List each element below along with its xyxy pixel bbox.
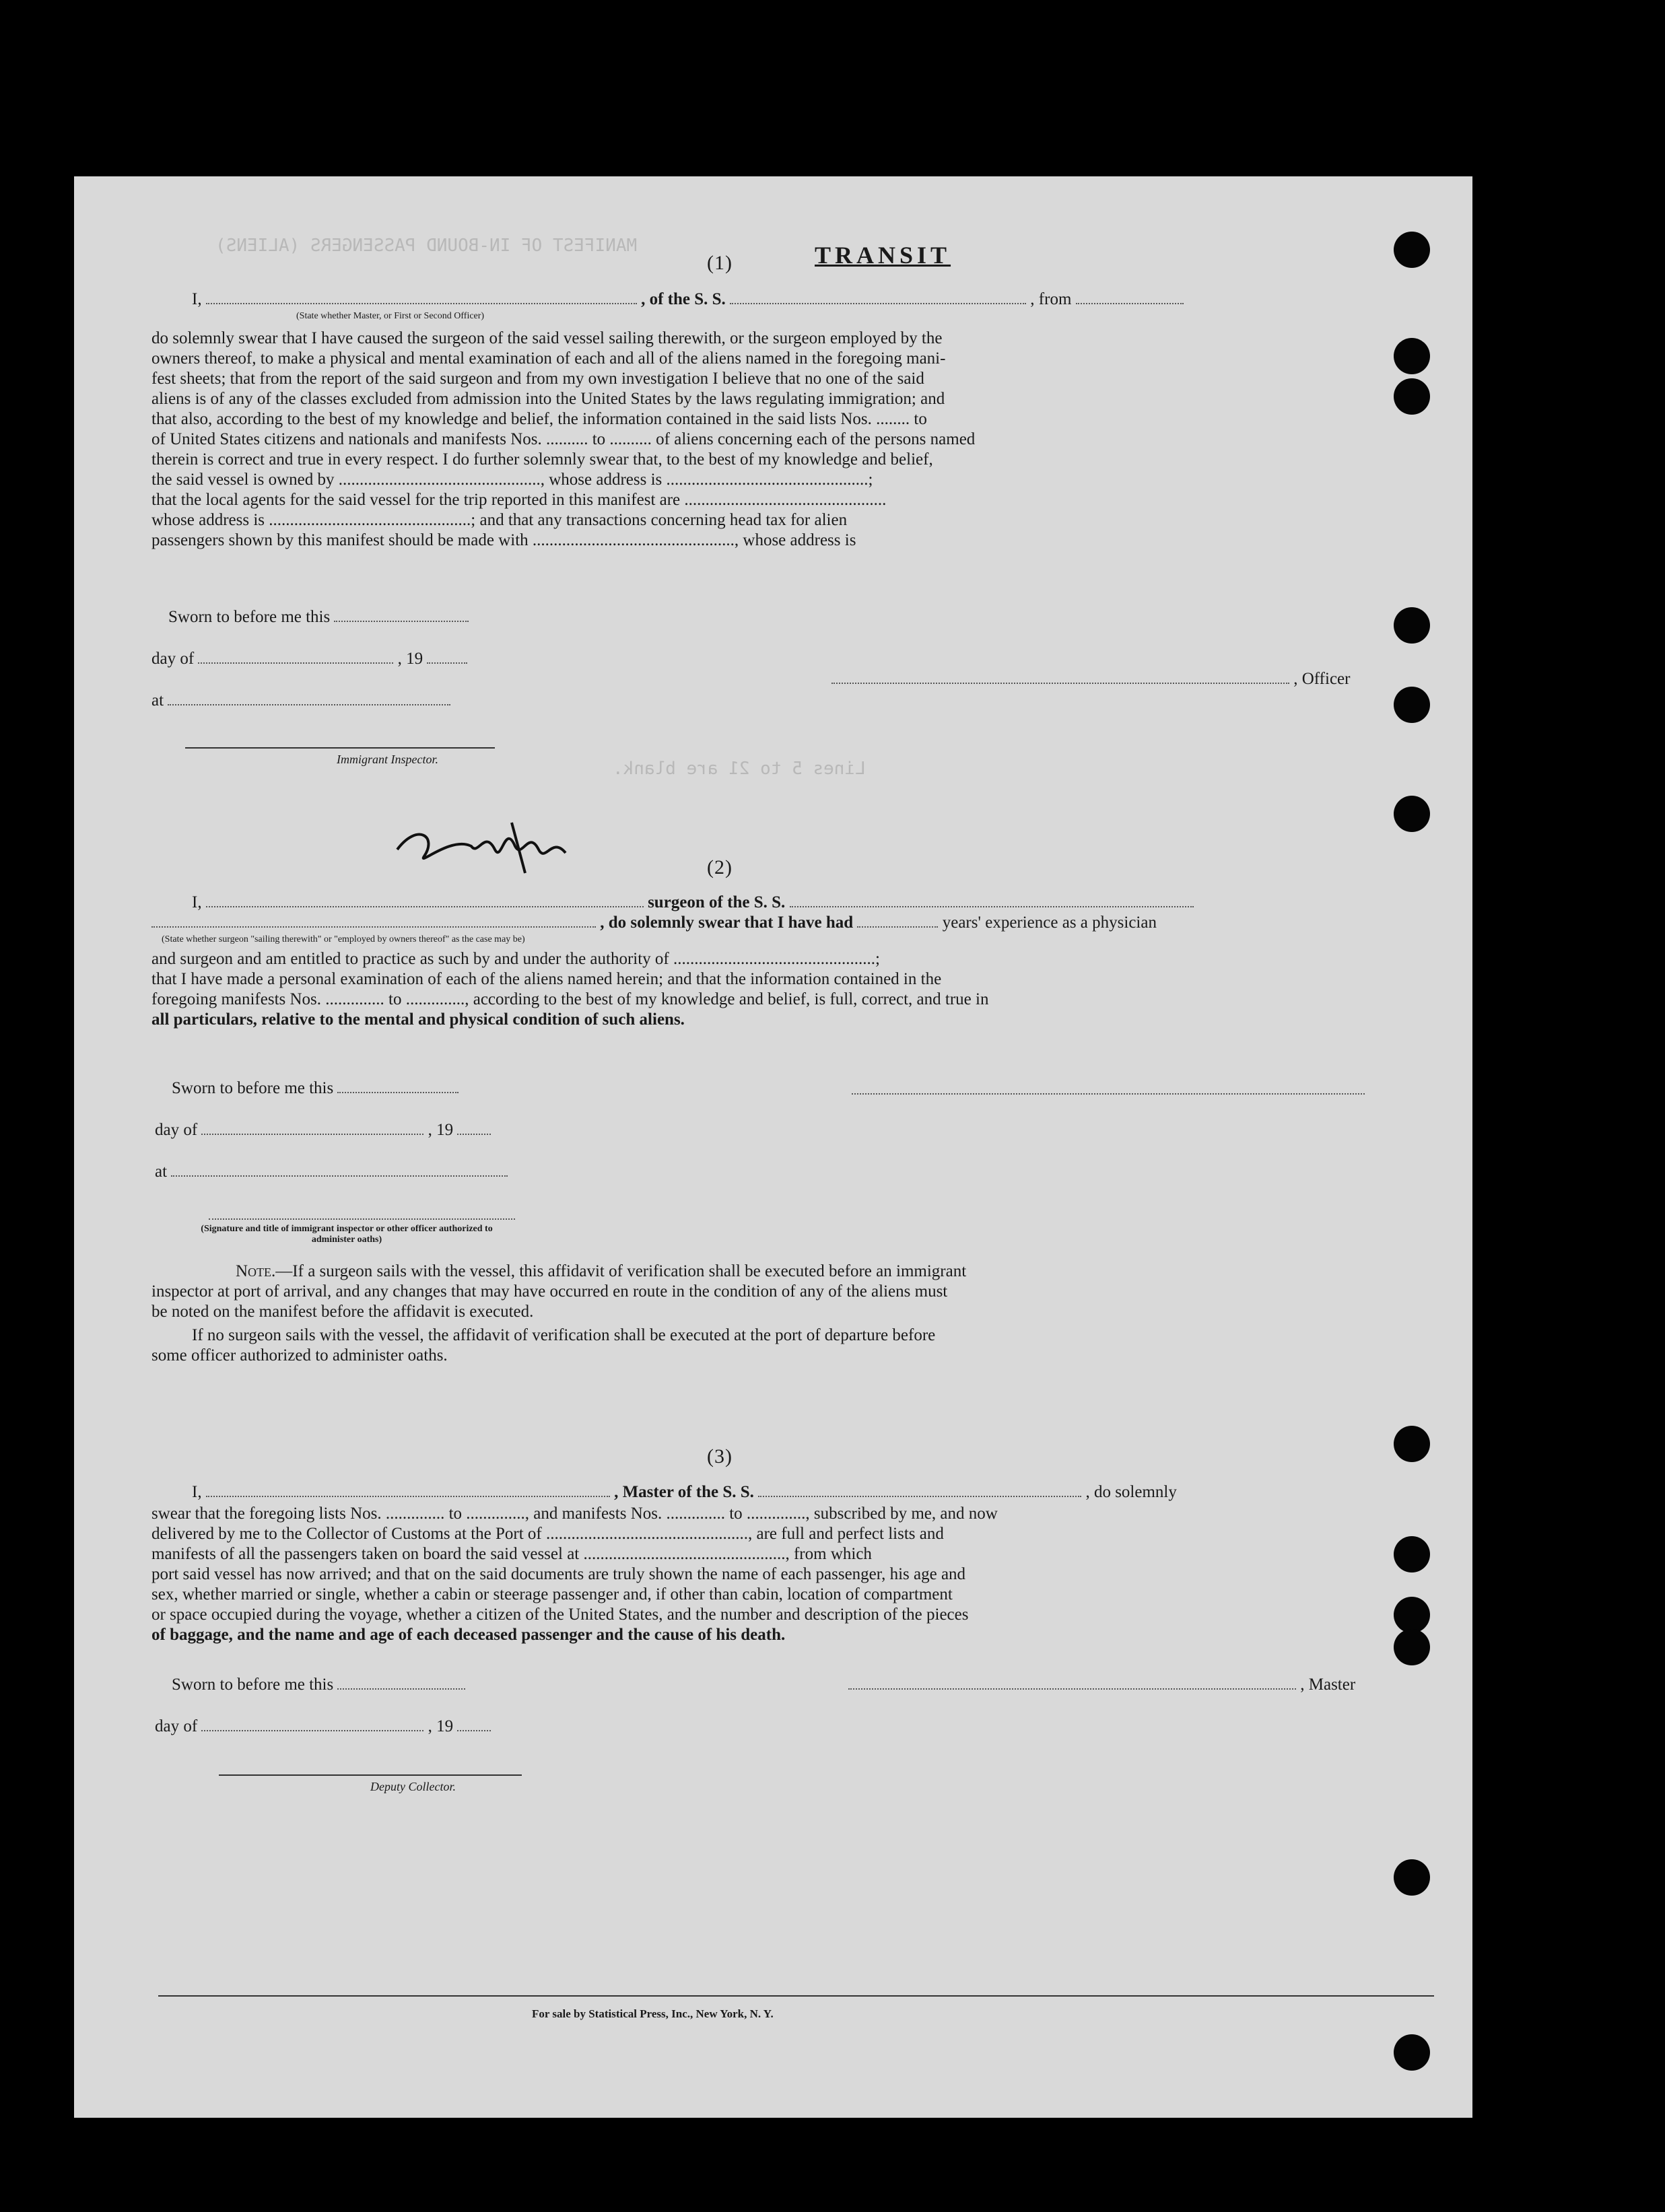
- section-1-oath-line: [192, 289, 1184, 309]
- surgeon-name-field: [206, 893, 644, 907]
- officer-caption: (State whether Master, or First or Second Officer): [296, 311, 485, 321]
- sworn-line: [168, 607, 469, 627]
- master-name-field: [206, 1482, 610, 1497]
- punch-hole-icon: [1394, 607, 1430, 644]
- year-field: [457, 1717, 491, 1731]
- from-label: , from: [1030, 290, 1072, 308]
- day-field: [201, 1717, 423, 1731]
- sworn-label: Sworn to before me this: [172, 1079, 334, 1097]
- sworn-line: [172, 1675, 465, 1694]
- body-line: of United States citizens and nationals and manifests Nos. .......... to .......... of aliens concerning each of the persons named: [151, 430, 976, 448]
- body-line: whose address is ................................................; and that any transactions concerning head tax for alien: [151, 511, 848, 529]
- sworn-date-field: [337, 1078, 458, 1093]
- officer-name-field: [206, 289, 637, 304]
- officer-label: , Officer: [1293, 670, 1351, 688]
- master-signature-field: [848, 1675, 1296, 1690]
- section-3-oath-line: [192, 1482, 1177, 1502]
- year-label: , 19: [428, 1717, 454, 1735]
- officer-signature-field: [831, 669, 1289, 684]
- day-of-line: [155, 1120, 491, 1140]
- note-line: be noted on the manifest before the affidavit is executed.: [151, 1303, 534, 1321]
- section-1-number: (1): [707, 252, 733, 274]
- at-label: at: [155, 1163, 168, 1181]
- officer-line: [831, 669, 1350, 689]
- body-line: do solemnly swear that I have caused the surgeon of the said vessel sailing therewith, or the surgeon employed by the: [151, 329, 943, 347]
- transit-stamp: TRANSIT: [815, 242, 951, 269]
- years-field: [857, 913, 938, 928]
- of-ss-label: , of the S. S.: [641, 290, 726, 308]
- day-of-line: [151, 649, 467, 668]
- swear-label: , do solemnly swear that I have had: [600, 913, 854, 932]
- body-line: that I have made a personal examination of each of the aliens named herein; and that the information contained in the: [151, 970, 942, 988]
- body-line: delivered by me to the Collector of Customs at the Port of ................................................, are full and perfect lists and: [151, 1525, 944, 1543]
- note-line: If no surgeon sails with the vessel, the affidavit of verification shall be executed at the port of departure before: [192, 1326, 936, 1344]
- body-line: that the local agents for the said vessel for the trip reported in this manifest are ................................................: [151, 491, 887, 509]
- day-of-label: day of: [155, 1121, 198, 1139]
- master-label: , Master: [1300, 1675, 1356, 1694]
- year-label: , 19: [397, 650, 423, 668]
- from-port-field: [1076, 289, 1184, 304]
- section-3-number: (3): [707, 1445, 733, 1467]
- i-label: I,: [192, 893, 202, 911]
- sworn-line: [172, 1078, 458, 1098]
- footer-rule: [158, 1995, 1434, 1997]
- body-line: fest sheets; that from the report of the said surgeon and from my own investigation I believe that no one of the said: [151, 370, 924, 388]
- inspector-signature-line: [209, 1218, 515, 1220]
- body-line: manifests of all the passengers taken on board the said vessel at ................................................, from which: [151, 1545, 872, 1563]
- body-line: of baggage, and the name and age of each deceased passenger and the cause of his death.: [151, 1626, 786, 1644]
- body-line: port said vessel has now arrived; and that on the said documents are truly shown the name of each passenger, his age and: [151, 1565, 966, 1583]
- year-field: [457, 1120, 491, 1135]
- note-line: some officer authorized to administer oaths.: [151, 1346, 448, 1364]
- day-field: [198, 649, 393, 664]
- deputy-signature-line: [219, 1774, 522, 1776]
- i-label: I,: [192, 290, 202, 308]
- at-line: [155, 1162, 508, 1181]
- years-label: years' experience as a physician: [942, 913, 1157, 932]
- body-line: passengers shown by this manifest should be made with ................................................, whose address is: [151, 531, 856, 549]
- punch-hole-icon: [1394, 796, 1430, 832]
- note-line: [236, 1261, 1437, 1282]
- punch-hole-icon: [1394, 232, 1430, 268]
- deputy-collector-label: Deputy Collector.: [370, 1780, 456, 1793]
- printer-footer: For sale by Statistical Press, Inc., New York, N. Y.: [532, 2007, 774, 2020]
- immigrant-inspector-label: Immigrant Inspector.: [337, 753, 438, 766]
- place-field: [171, 1162, 508, 1177]
- section-2-oath-line: [192, 893, 1194, 912]
- note-label: Note.: [236, 1262, 276, 1280]
- vessel-name-field: [758, 1482, 1081, 1497]
- sworn-label: Sworn to before me this: [168, 608, 331, 626]
- punch-hole-icon: [1394, 2034, 1430, 2071]
- day-of-label: day of: [151, 650, 195, 668]
- body-line: or space occupied during the voyage, whether a citizen of the United States, and the number and description of the pieces: [151, 1605, 969, 1624]
- sworn-date-field: [337, 1675, 465, 1690]
- note-line: inspector at port of arrival, and any changes that may have occurred en route in the condition of any of the aliens must: [151, 1282, 948, 1301]
- body-line bold: all particulars, relative to the mental and physical condition of such aliens.: [151, 1010, 685, 1029]
- vessel-name-field: [730, 289, 1026, 304]
- note-text: —If a surgeon sails with the vessel, this affidavit of verification shall be executed before an immigrant: [275, 1262, 967, 1280]
- bleed-through-header: MANIFEST OF IN-BOUND PASSENGERS (ALIENS): [215, 236, 638, 256]
- surgeon-type-field: [151, 913, 596, 928]
- day-of-line: [155, 1717, 491, 1736]
- at-line: [151, 691, 450, 710]
- do-solemnly-label: , do solemnly: [1085, 1483, 1177, 1501]
- document-page: [74, 176, 1472, 2118]
- body-line: the said vessel is owned by ................................................, whose address is ................................................;: [151, 471, 873, 489]
- handwritten-signature: [390, 809, 592, 883]
- sworn-label: Sworn to before me this: [172, 1675, 334, 1694]
- section-2-number: (2): [707, 856, 733, 878]
- body-line: owners thereof, to make a physical and mental examination of each and all of the aliens named in the foregoing mani-: [151, 349, 946, 368]
- punch-hole-icon: [1394, 1859, 1430, 1896]
- i-label: I,: [192, 1483, 202, 1501]
- body-line: sex, whether married or single, whether a cabin or steerage passenger and, if other than cabin, location of compartment: [151, 1585, 953, 1603]
- bleed-through-note: Lines 5 to 21 are blank.: [613, 759, 866, 779]
- surgeon-signature-line: [852, 1093, 1365, 1095]
- inspector-caption: (Signature and title of immigrant inspector or other officer authorized to administer oaths): [201, 1224, 493, 1245]
- punch-hole-icon: [1394, 687, 1430, 723]
- day-of-label: day of: [155, 1717, 198, 1735]
- punch-hole-icon: [1394, 1426, 1430, 1462]
- body-line: that also, according to the best of my knowledge and belief, the information contained in the said lists Nos. ........ to: [151, 410, 927, 428]
- year-field: [427, 649, 467, 664]
- body-line: swear that the foregoing lists Nos. .............. to .............., and manifests Nos. .............. to .............., subscribed by me, and now: [151, 1505, 998, 1523]
- sworn-date-field: [334, 607, 469, 622]
- section-2-swear-line: [151, 913, 1157, 932]
- body-line: aliens is of any of the classes excluded from admission into the United States by the laws regulating immigration; and: [151, 390, 945, 408]
- place-field: [168, 691, 450, 705]
- day-field: [201, 1120, 423, 1135]
- at-label: at: [151, 691, 164, 710]
- inspector-signature-line: [185, 747, 495, 749]
- master-line: [848, 1675, 1355, 1694]
- vessel-name-field: [790, 893, 1194, 907]
- year-label: , 19: [428, 1121, 454, 1139]
- body-line: foregoing manifests Nos. .............. to .............., according to the best of my knowledge and belief, is full, correct, and true in: [151, 990, 989, 1008]
- surgeon-of-label: surgeon of the S. S.: [648, 893, 786, 911]
- master-of-label: , Master of the S. S.: [614, 1483, 754, 1501]
- body-line: and surgeon and am entitled to practice as such by and under the authority of ................................................;: [151, 950, 880, 968]
- surgeon-caption: (State whether surgeon "sailing therewith" or "employed by owners thereof" as the case may be): [162, 934, 525, 944]
- body-line: therein is correct and true in every respect. I do further solemnly swear that, to the best of my knowledge and belief,: [151, 450, 933, 469]
